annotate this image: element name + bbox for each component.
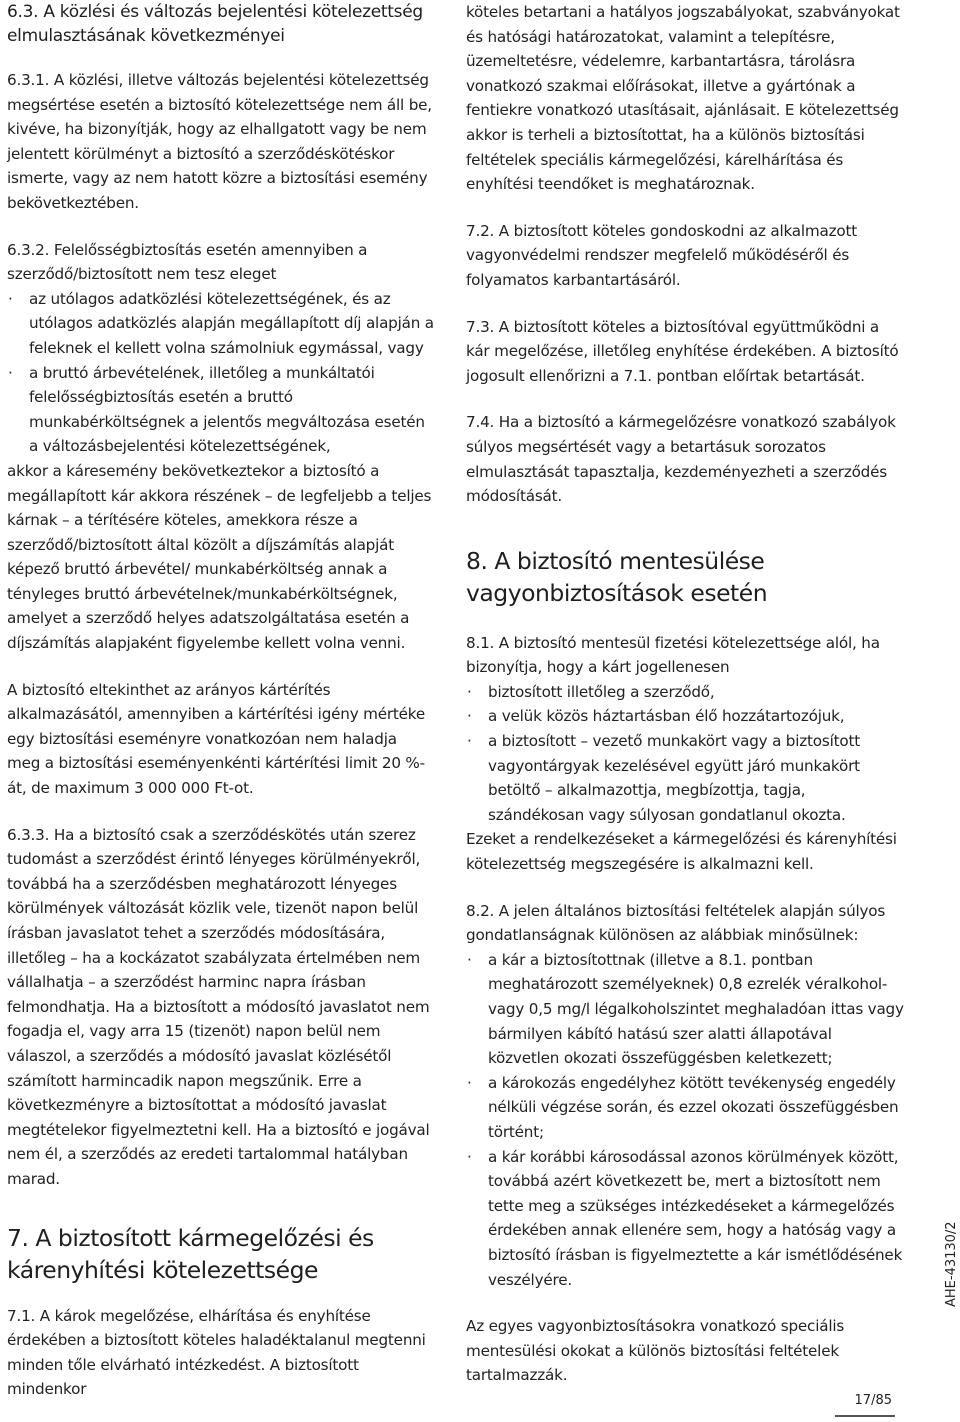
paragraph-8-2-intro: 8.2. A jelen általános biztosítási feltételek alapján súlyos gondatlanságnak különösen az alábbiak minősülnek: xyxy=(466,901,886,945)
paragraph-8-1-cont: Ezeket a rendelkezéseket a kármegelőzési és kárenyhítési kötelezettség megszegésére is alkalmazni kell. xyxy=(466,830,897,874)
bullet-item: · a kár a biztosítottnak (illetve a 8.1. pontban meghatározott személyeknek) 0,8 ezrelék véralkohol- vagy 0,5 mg/l légalkoholszintet meghaladóan ittas vagy bármilyen kábító hatású szer alatti állapotával közvetlen okozati összefüggésben keletkezett; xyxy=(466,948,906,1071)
paragraph-7-3: 7.3. A biztosított köteles a biztosítóval együttműködni a kár megelőzése, illetőleg enyhítése érdekében. A biztosító jogosult ellenőrizni a 7.1. pontban előírtak betartását. xyxy=(466,317,899,385)
paragraph-8-1-intro: 8.1. A biztosító mentesül fizetési kötelezettsége alól, ha bizonyítja, hogy a kárt jogellenesen xyxy=(466,633,880,677)
paragraph-6-3-2-cont: akkor a káresemény bekövetkeztekor a biztosító a megállapított kár akkora részének – de legfeljebb a teljes kárnak – a térítésére köteles, amekkora része a szerződő/biztosított által közölt a díjszámítás alapját képező bruttó árbevétel/ munkabérköltség annak a tényleges bruttó árbevételnek/munkabérköltségnek, amelyet a szerződő helyes adatszolgáltatása esetén a díjszámítás alapjaként figyelembe kellett volna venni. xyxy=(7,461,432,653)
section-8-title: 8. A biztosító mentesülése vagyonbiztosítások esetén xyxy=(466,546,768,607)
section-6-3-title: 6.3. A közlési és változás bejelentési kötelezettség elmulasztásának következményei xyxy=(7,2,423,46)
bullet-item: · a bruttó árbevételének, illetőleg a munkáltatói felelősségbiztosítás esetén a bruttó munkabérköltségnek a jelentős megváltozása esetén a változásbejelentési kötelezettségének, xyxy=(7,361,434,459)
paragraph-6-3-1: 6.3.1. A közlési, illetve változás bejelentési kötelezettség megsértése esetén a biztosító kötelezettsége nem áll be, kivéve, ha bizonyítják, hogy az elhallgatott vagy be nem jelentett körülményt a biztosító a szerződéskötéskor ismerte, vagy az nem hatott közre a biztosítási esemény bekövetkeztében. xyxy=(7,71,432,212)
bullet-item: · a velük közös háztartásban élő hozzátartozójuk, xyxy=(466,704,906,729)
paragraph-final: Az egyes vagyonbiztosításokra vonatkozó speciális mentesülési okokat a különös biztosítási feltételek tartalmazzák. xyxy=(466,1317,845,1385)
left-column xyxy=(7,0,434,1402)
bullet-item: · biztosított illetőleg a szerződő, xyxy=(466,680,906,705)
page-number-underline xyxy=(835,1415,895,1417)
section-7-title: 7. A biztosított kármegelőzési és kárenyhítési kötelezettsége xyxy=(7,1223,374,1284)
page-number: 17/85 xyxy=(854,1393,892,1408)
paragraph-6-3-2-intro: 6.3.2. Felelősségbiztosítás esetén amennyiben a szerződő/biztosított nem tesz eleget xyxy=(7,240,368,284)
bullet-item: · a kár korábbi károsodással azonos körülmények között, továbbá azért következett be, mert a biztosított nem tette meg a szükséges intézkedéseket a kármegelőzés érdekében annak ellenére sem, hogy a hatóság vagy a biztosító írásban is figyelmeztette a kár ismétlődésének veszélyére. xyxy=(466,1145,906,1293)
paragraph-6-3-2-limit: A biztosító eltekinthet az arányos kártérítés alkalmazásától, amennyiben a kártérítési igény mértéke egy biztosítási eseményre vonatkozóan nem haladja meg a biztosítási eseményenkénti kártérítési limit 20 %-át, de maximum 3 000 000 Ft-ot. xyxy=(7,680,426,798)
bullet-item: · az utólagos adatközlési kötelezettségének, és az utólagos adatközlés alapján megállapított díj alapján a feleknek el kellett volna számolniuk egymással, vagy xyxy=(7,287,434,361)
bullet-item: · a biztosított – vezető munkakört vagy a biztosított vagyontárgyak kezelésével együtt járó munkakört betöltő – alkalmazottja, megbízottja, tagja, szándékosan vagy súlyosan gondatlanul okozta. xyxy=(466,729,906,827)
paragraph-7-4: 7.4. Ha a biztosító a kármegelőzésre vonatkozó szabályok súlyos megsértését vagy a betartásuk sorozatos elmulasztását tapasztalja, kezdeményezheti a szerződés módosítását. xyxy=(466,413,896,506)
paragraph-6-3-3: 6.3.3. Ha a biztosító csak a szerződéskötés után szerez tudomást a szerződést érintő lényeges körülményekről, továbbá ha a szerződésben meghatározott lényeges körülmények változását közlik vele, tizenöt napon belül írásban javaslatot tehet a szerződés módosítására, illetőleg – ha a kockázatot szabályzata értelmében nem vállalhatja – a szerződést harminc napra írásban felmondhatja. Ha a biztosított a módosító javaslatot nem fogadja el, vagy arra 15 (tizenöt) napon belül nem válaszol, a szerződés a módosító javaslat közlésétől számított harmincadik napon megszűnik. Erre a következményre a biztosítottat a módosító javaslat megtételekor figyelmeztetni kell. Ha a biztosító e jogával nem él, a szerződés az eredeti tartalommal hatályban marad. xyxy=(7,825,430,1188)
bullet-item: · a károkozás engedélyhez kötött tevékenység engedély nélküli végzése során, és ezzel okozati összefüggésben történt; xyxy=(466,1071,906,1145)
paragraph-7-1-start: 7.1. A károk megelőzése, elhárítása és enyhítése érdekében a biztosított köteles haladéktalanul megtenni minden tőle elvárható intézkedést. A biztosított mindenkor xyxy=(7,1306,426,1399)
paragraph-7-2: 7.2. A biztosított köteles gondoskodni az alkalmazott vagyonvédelmi rendszer megfelelő működéséről és folyamatos karbantartásáról. xyxy=(466,221,857,289)
paragraph-7-1-cont: köteles betartani a hatályos jogszabályokat, szabványokat és hatósági határozatokat, valamint a telepítésre, üzemeltetésre, védelemre, karbantartásra, tárolásra vonatkozó szakmai előírásokat, illetve a gyártónak a fentiekre vonatkozó utasításait, ajánlásait. E kötelezettség akkor is terheli a biztosítottat, ha a különös biztosítási feltételek speciális kármegelőzési, kárelhárítása és enyhítési teendőket is meghatároznak. xyxy=(466,3,900,194)
document-code: AHE-43130/2 xyxy=(944,1221,959,1307)
right-column xyxy=(466,0,906,1388)
